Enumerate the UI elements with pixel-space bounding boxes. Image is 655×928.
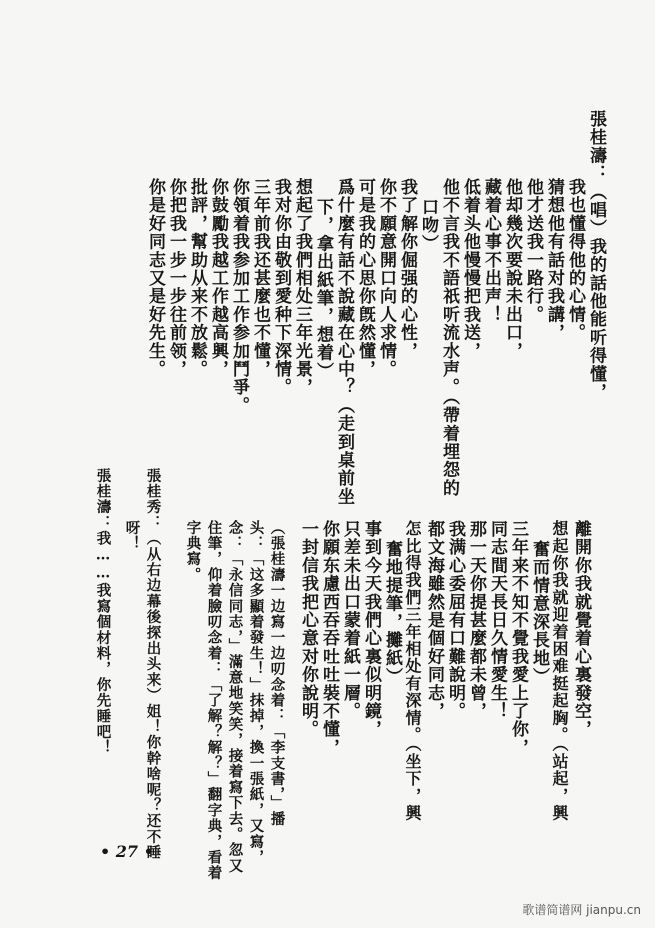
upper-column-6: 藏着心事不出声！ — [481, 178, 501, 324]
lower-column-14: 一封信我把心意对你說明。 — [298, 520, 318, 739]
upper-column-16: 我对你由敬到愛种下深情。 — [271, 178, 291, 397]
lower-column-7: 我满心委屈有口難說明。 — [445, 520, 465, 721]
lower-column-21: 呀！ — [123, 520, 141, 552]
upper-column-18: 你領着我参加工作参加鬥爭。 — [229, 178, 249, 415]
lower-column-9: 怎比得我們三年相处有深情。（坐下，興 — [403, 520, 422, 822]
lower-column-15: （張桂濤一边寫一边叨念着：「李支書，」播 — [268, 520, 286, 827]
lower-column-1: 離開你我就覺着心裏發空， — [571, 520, 591, 739]
lower-column-8: 都文海雖然是個好同志， — [424, 520, 444, 721]
lower-column-4: 三年来不知不覺我愛上了你， — [508, 520, 528, 757]
upper-column-4: 他才送我一路行。 — [523, 178, 543, 324]
upper-column-10: 我了解你倔强的心性， — [397, 178, 417, 360]
upper-column-12: 可是我的心思你旣然懂， — [355, 178, 375, 379]
upper-column-13: 爲什麼有話不說藏在心中？（走到桌前坐 — [334, 178, 354, 506]
upper-column-21: 你把我一步一步往前领， — [166, 178, 186, 379]
lower-column-2: 想起你我就迎着困难挺起胸。（站起，興 — [550, 520, 569, 822]
page-number: • 27 • — [100, 842, 154, 861]
upper-column-20: 批評，幫助从来不放鬆。 — [187, 178, 207, 379]
upper-column-1: 張桂濤：（唱）我的話他能听得懂， — [586, 110, 606, 402]
upper-column-9: 口吻） — [418, 198, 438, 253]
upper-column-22: 你是好同志又是好先生。 — [145, 178, 165, 379]
lower-column-12: 只差未出口蒙着紙一層。 — [340, 520, 360, 721]
lower-column-5: 同志間天長日久情愛生！ — [487, 520, 507, 721]
lower-column-20: 張桂秀：（从右边幕後探出头来）姐！你幹啥呢？还不睡 — [144, 468, 162, 861]
lower-column-6: 那一天你提甚麼都未曾， — [466, 520, 486, 721]
lower-column-10: 奮地提筆，攤紙） — [382, 540, 402, 686]
upper-column-7: 低着头他慢慢把我送， — [460, 178, 480, 360]
watermark: 歌谱简谱网 jianpu.cn — [522, 903, 641, 917]
lower-column-16: 头：「这多顯着發生！」抹掉，換一張紙，又寫， — [247, 520, 265, 866]
lower-column-19: 字典寫。 — [184, 520, 202, 583]
lower-column-13: 你願东慮西吞吞吐吐裝不懂， — [319, 520, 339, 757]
lower-column-22: 張桂濤：我……我寫個材料，你先睡吧！ — [94, 468, 112, 756]
lower-column-3: 奮而情意深長地） — [529, 540, 549, 686]
upper-column-15: 想起了我們相处三年光景， — [292, 178, 312, 397]
upper-column-5: 他却幾次要說未出口， — [502, 178, 522, 360]
upper-column-19: 你鼓勵我越工作越高興， — [208, 178, 228, 379]
upper-column-17: 三年前我还甚麼也不懂， — [250, 178, 270, 379]
upper-column-2: 我也懂得他的心情。 — [565, 178, 585, 342]
lower-column-11: 事到今天我們心裏似明鏡， — [361, 520, 381, 739]
upper-column-11: 你不願意開口向人求情。 — [376, 178, 396, 379]
upper-column-14: 下，拿出紙筆，想着） — [313, 198, 333, 380]
lower-column-17: 念：「永信同志，」滿意地笑笑，接着寫下去。忽又 — [226, 520, 244, 874]
upper-column-3: 猜想他有話对我講， — [544, 178, 564, 342]
lower-column-18: 住筆，仰着臉叨念着：「了解？解？」翻字典，看着 — [205, 520, 223, 882]
upper-column-8: 他不言我不語祇听流水声。（帶着埋怨的 — [439, 178, 459, 498]
